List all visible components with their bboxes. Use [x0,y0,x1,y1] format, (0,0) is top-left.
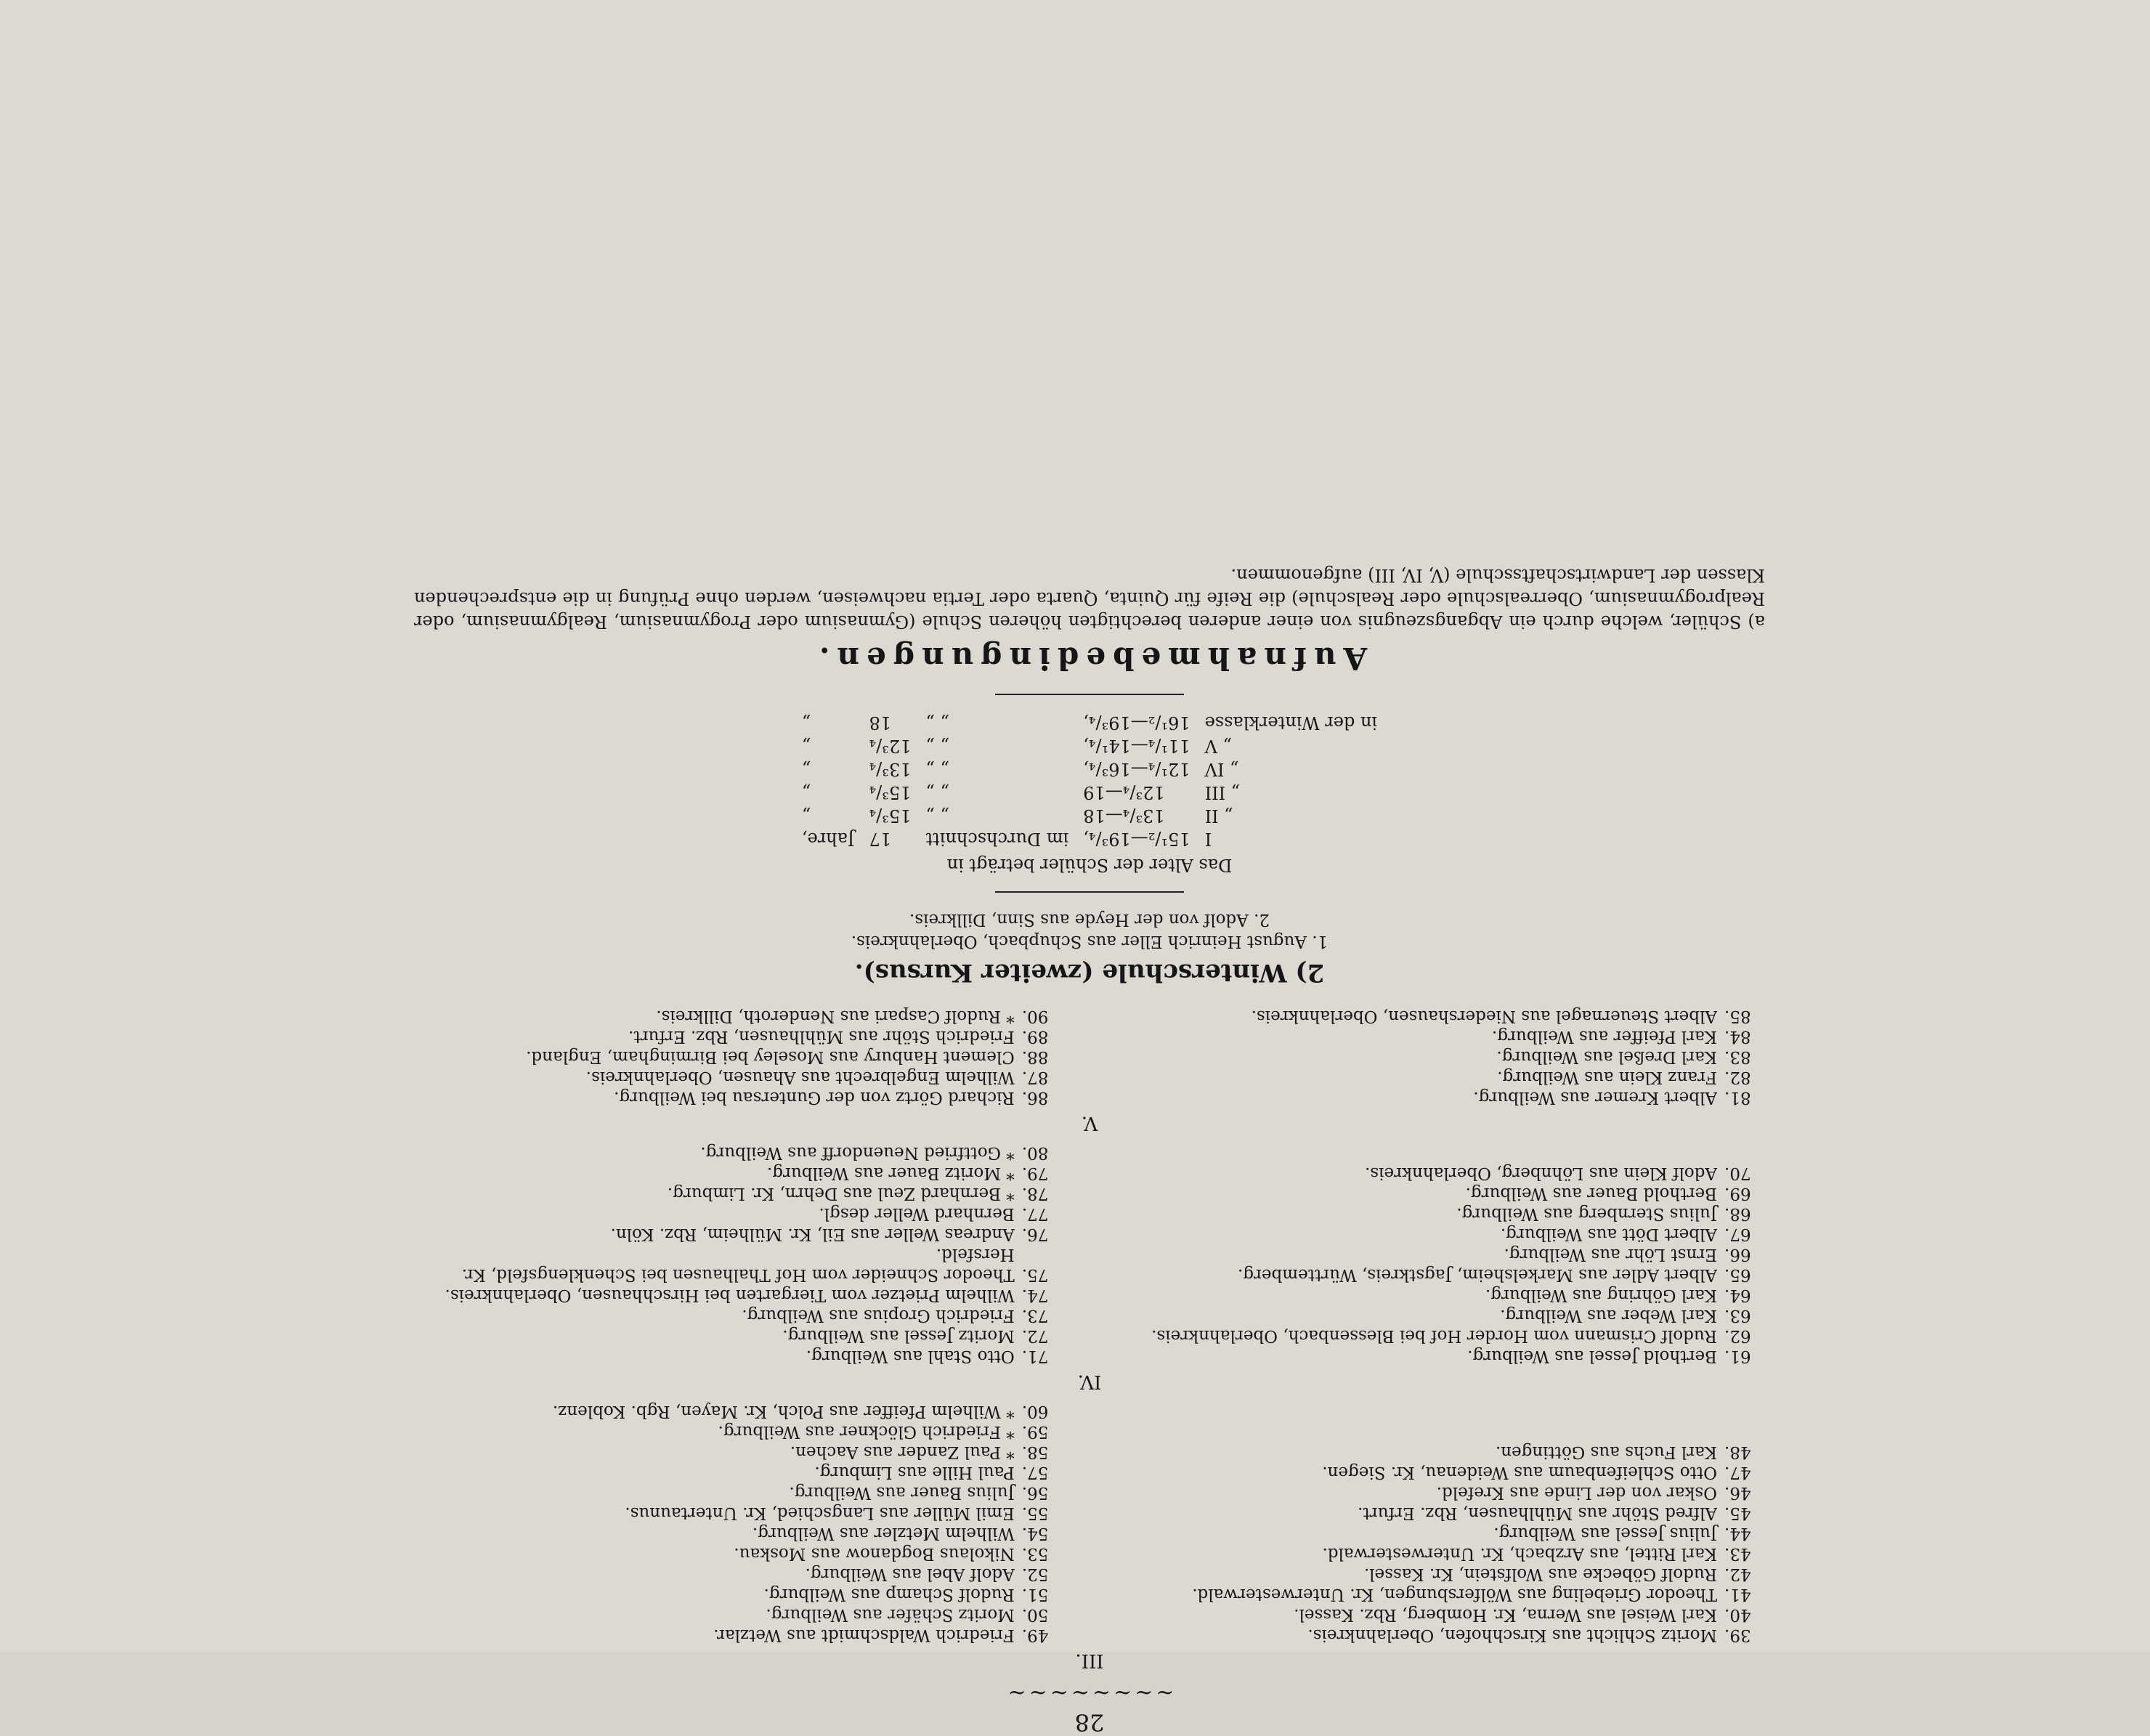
student-name: Paul Hille aus Limburg. [814,1463,1015,1482]
list-item [1116,1265,1765,1285]
age-mid: „ „ [925,759,949,779]
student-name: Albert Steuernagel aus Niedershausen, Oberlahnkreis. [1251,1007,1717,1026]
item-number: 40. [1724,1605,1751,1624]
item-number: 52. [1021,1565,1049,1583]
item-number: 50. [1021,1605,1049,1624]
list-v-right [414,1006,1063,1108]
item-number: 67. [1724,1225,1751,1244]
section-divider [995,694,1184,695]
age-range: 12¹/₄—16³/₄, [1083,759,1190,779]
item-number: 75. [1021,1265,1049,1284]
item-number: 78. [1021,1184,1049,1203]
table-row [795,781,1384,804]
page-content [414,564,1765,1736]
list-heading-iii: III. [1075,1650,1104,1671]
student-name: Friedrich Stöhr aus Mühlhausen, Rbz. Erfurt. [628,1027,1015,1046]
age-unit: „ [801,713,811,733]
student-name: Karl Weisel aus Werna, Kr. Homberg, Rbz. Kassel. [1294,1605,1717,1624]
age-class: „ II [1204,806,1233,826]
list-v-left [1116,1006,1765,1108]
age-unit: Jahre, [801,829,855,849]
student-name: Moritz Schäfer aus Weilburg. [766,1605,1015,1624]
age-mid: „ „ [925,736,949,756]
list-item [414,1326,1063,1346]
student-name: Andreas Weller aus Eil, Kr. Mülheim, Rbz. Köln. [610,1225,1015,1244]
student-name: Otto Stahl aus Weilburg. [806,1347,1015,1366]
student-name: Friedrich Gropius aus Weilburg. [742,1306,1015,1325]
student-name: * Moritz Bauer aus Weilburg. [766,1164,1015,1183]
list-item [1116,1006,1765,1026]
item-number: 58. [1021,1443,1049,1461]
list-item [414,1564,1063,1584]
list-item [1116,1462,1765,1483]
item-number: 83. [1724,1047,1751,1066]
winterschule-title: 2) Winterschule (zweiter Kursus). [854,958,1325,987]
item-number: 82. [1724,1068,1751,1087]
item-number: 66. [1724,1245,1751,1264]
age-unit: „ [801,759,811,779]
age-average: 12³/₄ [869,736,912,756]
list-item [1116,1047,1765,1067]
age-class: „ IV [1204,759,1239,779]
list-iv-left [1116,1143,1765,1366]
student-name: Albert Adler aus Markelsheim, Jagstkreis, Württemberg. [1237,1265,1717,1284]
item-number: 54. [1021,1524,1049,1543]
student-name: * Wilhelm Pfeiffer aus Polch, Kr. Mayen, Rgb. Koblenz. [552,1402,1015,1421]
aufnahme-paragraph: a) Schüler, welche durch ein Abgangszeugnis von einer anderen berechtigten höheren Schule (Gymnasium oder Progymnasium, Realgymnasium, oder Realprogymnasium, Oberrealschule oder Realschule) die Reife für Quinta, Quarta oder Tertia nachweisen, werden ohne Prüfung in die entsprechenden Klassen der Landwirtschaftsschule (V, IV, III) aufgenommen. [414,565,1765,632]
age-table [795,711,1384,851]
student-name: Rudolf Göbecke aus Wolfstein, Kr. Kassel. [1363,1565,1717,1583]
list-item [414,1503,1063,1523]
list-item [414,1346,1063,1366]
list-item [1116,1442,1765,1462]
list-item [1116,1204,1765,1224]
list-item [414,1183,1063,1204]
aufnahme-heading: Aufnahmebedingungen. [811,641,1368,676]
list-item [1116,1523,1765,1544]
age-average: 13³/₄ [869,759,912,779]
list-iii-columns [414,1401,1765,1645]
list-item [1116,1483,1765,1503]
table-row [795,827,1384,851]
student-name: * Paul Zander aus Aachen. [790,1443,1015,1461]
age-class: „ III [1204,782,1241,803]
student-name: Karl Weber aus Weilburg. [1500,1306,1717,1325]
item-number: 85. [1724,1007,1751,1026]
student-name: Karl Göhring aus Weilburg. [1485,1286,1717,1305]
list-item [414,1483,1063,1503]
item-number: 39. [1724,1626,1751,1644]
list-item [1116,1163,1765,1183]
age-intro: Das Alter der Schüler beträgt in [946,855,1233,875]
list-item [414,1523,1063,1544]
student-name: * Gottfried Neuendorff aus Weilburg. [700,1143,1015,1162]
student-name: Albert Dött aus Weilburg. [1500,1225,1717,1244]
list-item [414,1605,1063,1625]
list-item [414,1067,1063,1087]
winterschule-item: 1. August Heinrich Eller aus Schupbach, Oberlahnkreis. [851,932,1328,951]
list-item [1116,1346,1765,1366]
student-name: Otto Schleifenbaum aus Weidenau, Kr. Siegen. [1322,1463,1717,1482]
list-item [1116,1625,1765,1645]
student-name: Emil Müller aus Langschied, Kr. Untertaunus. [625,1504,1015,1522]
item-number: 49. [1021,1626,1049,1644]
list-iv-right [414,1143,1063,1366]
section-divider [995,891,1184,893]
list-item [414,1401,1063,1421]
age-average: 17 [869,829,892,849]
item-number: 65. [1724,1265,1751,1284]
age-average: 15³/₄ [869,782,912,803]
list-iv-columns [414,1143,1765,1366]
item-number: 47. [1724,1463,1751,1482]
item-number: 81. [1724,1088,1751,1107]
item-number: 87. [1021,1068,1049,1087]
student-name: Julius Sternberg aus Weilburg. [1456,1204,1717,1223]
table-row [795,758,1384,781]
student-name: Friedrich Waldschmidt aus Wetzlar. [713,1626,1015,1644]
student-name: Theodor Schneider vom Hof Thalhausen bei Schenklengsfeld, Kr. Hersfeld. [461,1245,1015,1284]
student-name: Julius Jessel aus Weilburg. [1493,1524,1717,1543]
age-mid: „ „ [925,806,949,826]
list-item [414,1143,1063,1163]
student-name: Adolf Klein aus Löhnberg, Oberlahnkreis. [1365,1164,1717,1183]
list-heading-iv: IV. [1077,1371,1102,1392]
item-number: 88. [1021,1047,1049,1066]
list-item [414,1224,1063,1244]
item-number: 61. [1724,1347,1751,1366]
item-number: 45. [1724,1504,1751,1522]
item-number: 48. [1724,1443,1751,1461]
list-item [414,1006,1063,1026]
list-item [414,1625,1063,1645]
item-number: 63. [1724,1306,1751,1325]
student-name: Karl Pfeiffer aus Weilburg. [1491,1027,1717,1046]
student-name: Berthold Bauer aus Weilburg. [1465,1184,1717,1203]
student-name: Moritz Jessel aus Weilburg. [782,1326,1015,1345]
item-number: 69. [1724,1184,1751,1203]
item-number: 41. [1724,1585,1751,1604]
age-class: in der Winterklasse [1204,713,1378,733]
student-name: Berthold Jessel aus Weilburg. [1467,1347,1717,1366]
list-item [414,1244,1063,1285]
item-number: 84. [1724,1027,1751,1046]
item-number: 79. [1021,1164,1049,1183]
student-name: Julius Bauer aus Weilburg. [789,1483,1015,1502]
list-item [414,1442,1063,1462]
item-number: 71. [1021,1347,1049,1366]
item-number: 51. [1021,1585,1049,1604]
age-class: „ V [1204,736,1233,756]
student-name: Clement Hanbury aus Moseley bei Birmingham, England. [526,1047,1015,1066]
age-mid: im Durchschnitt [925,829,1069,849]
list-item [1116,1305,1765,1326]
list-item [414,1584,1063,1605]
student-name: Richard Görtz von der Guntersau bei Weilburg. [614,1088,1015,1107]
item-number: 72. [1021,1326,1049,1345]
age-unit: „ [801,736,811,756]
list-item [414,1047,1063,1067]
item-number: 73. [1021,1306,1049,1325]
list-item [1116,1026,1765,1047]
page-number: 28 [1074,1708,1105,1736]
student-name: Bernhard Weller desgl. [819,1204,1015,1223]
item-number: 53. [1021,1544,1049,1563]
item-number: 57. [1021,1463,1049,1482]
list-item [414,1163,1063,1183]
list-item [1116,1244,1765,1265]
decorative-tilde-rule: ~~~~~~~~ [1005,1680,1175,1705]
list-iii-left [1116,1401,1765,1645]
list-item [414,1204,1063,1224]
student-name: Alfred Stöhr aus Mühlhausen, Rbz. Erfurt. [1358,1504,1717,1522]
list-item [1116,1605,1765,1625]
student-name: Franz Klein aus Weilburg. [1497,1068,1717,1087]
list-item [1116,1544,1765,1564]
list-item [1116,1326,1765,1346]
student-name: Ernst Löhr aus Weilburg. [1504,1245,1717,1264]
item-number: 86. [1021,1088,1049,1107]
item-number: 70. [1724,1164,1751,1183]
list-item [1116,1503,1765,1523]
age-range: 12³/₄—19 [1083,782,1165,803]
student-name: * Bernhard Zeul aus Dehrn, Kr. Limburg. [667,1184,1015,1203]
student-name: Nikolaus Bogdanow aus Moskau. [734,1544,1015,1563]
list-item [414,1462,1063,1483]
item-number: 44. [1724,1524,1751,1543]
age-mid: „ „ [925,713,949,733]
item-number: 46. [1724,1483,1751,1502]
item-number: 68. [1724,1204,1751,1223]
age-range: 13³/₄—18 [1083,806,1165,826]
list-item [1116,1183,1765,1204]
list-item [414,1544,1063,1564]
age-unit: „ [801,806,811,826]
student-name: Karl Fuchs aus Göttingen. [1495,1443,1717,1461]
list-item [414,1087,1063,1108]
student-name: Adolf Abel aus Weilburg. [805,1565,1015,1583]
item-number: 56. [1021,1483,1049,1502]
item-number: 80. [1021,1143,1049,1162]
item-number: 77. [1021,1204,1049,1223]
list-item [1116,1285,1765,1305]
list-item [414,1421,1063,1442]
student-name: Moritz Schlicht aus Kirschhofen, Oberlahnkreis. [1307,1626,1717,1644]
item-number: 74. [1021,1286,1049,1305]
age-range: 11¹/₄—14¹/₄, [1083,736,1190,756]
list-v-columns [414,1006,1765,1108]
age-unit: „ [801,782,811,803]
age-range: 15¹/₂—19³/₄, [1083,829,1190,849]
list-item [1116,1224,1765,1244]
table-row [795,734,1384,758]
list-item [1116,1087,1765,1108]
student-name: Rudolf Schamp aus Weilburg. [763,1585,1015,1604]
item-number: 62. [1724,1326,1751,1345]
list-heading-v: V. [1081,1112,1098,1134]
age-class: I [1204,829,1212,849]
winterschule-item: 2. Adolf von der Heyde aus Sinn, Dillkreis. [909,910,1270,929]
student-name: Wilhelm Metzler aus Weilburg. [752,1524,1015,1543]
age-range: 16¹/₂—19³/₄, [1083,713,1190,733]
list-item [414,1305,1063,1326]
item-number: 64. [1724,1286,1751,1305]
student-name: Karl Dreßel aus Weilburg. [1496,1047,1717,1066]
item-number: 89. [1021,1027,1049,1046]
item-number: 59. [1021,1422,1049,1441]
table-row [795,711,1384,734]
list-item [1116,1067,1765,1087]
age-mid: „ „ [925,782,949,803]
student-name: Oskar von der Linde aus Krefeld. [1436,1483,1717,1502]
list-item [414,1285,1063,1305]
item-number: 42. [1724,1565,1751,1583]
item-number: 76. [1021,1225,1049,1244]
item-number: 43. [1724,1544,1751,1563]
item-number: 55. [1021,1504,1049,1522]
student-name: Albert Kremer aus Weilburg. [1473,1088,1717,1107]
list-item [414,1026,1063,1047]
age-average: 15³/₄ [869,806,912,826]
item-number: 60. [1021,1402,1049,1421]
age-average: 18 [869,713,892,733]
student-name: Wilhelm Prietzer vom Tiergarten bei Hirschhausen, Oberlahnkreis. [445,1286,1015,1305]
list-iii-right [414,1401,1063,1645]
student-name: * Rudolf Caspari aus Nenderoth, Dillkreis. [656,1007,1015,1026]
student-name: * Friedrich Glöckner aus Weilburg. [718,1422,1015,1441]
student-name: Rudolf Crismann vom Horder Hof bei Blessenbach, Oberlahnkreis. [1151,1326,1717,1345]
list-item [1116,1564,1765,1584]
student-name: Theodor Griebeling aus Wölfersbungen, Kr. Unterwesterwald. [1192,1585,1717,1604]
student-name: Karl Rittel, aus Arzbach, Kr. Unterwesterwald. [1322,1544,1717,1563]
item-number: 90. [1021,1007,1049,1026]
student-name: Wilhelm Engelbrecht aus Ahausen, Oberlahnkreis. [585,1068,1015,1087]
table-row [795,804,1384,827]
list-item [1116,1584,1765,1605]
